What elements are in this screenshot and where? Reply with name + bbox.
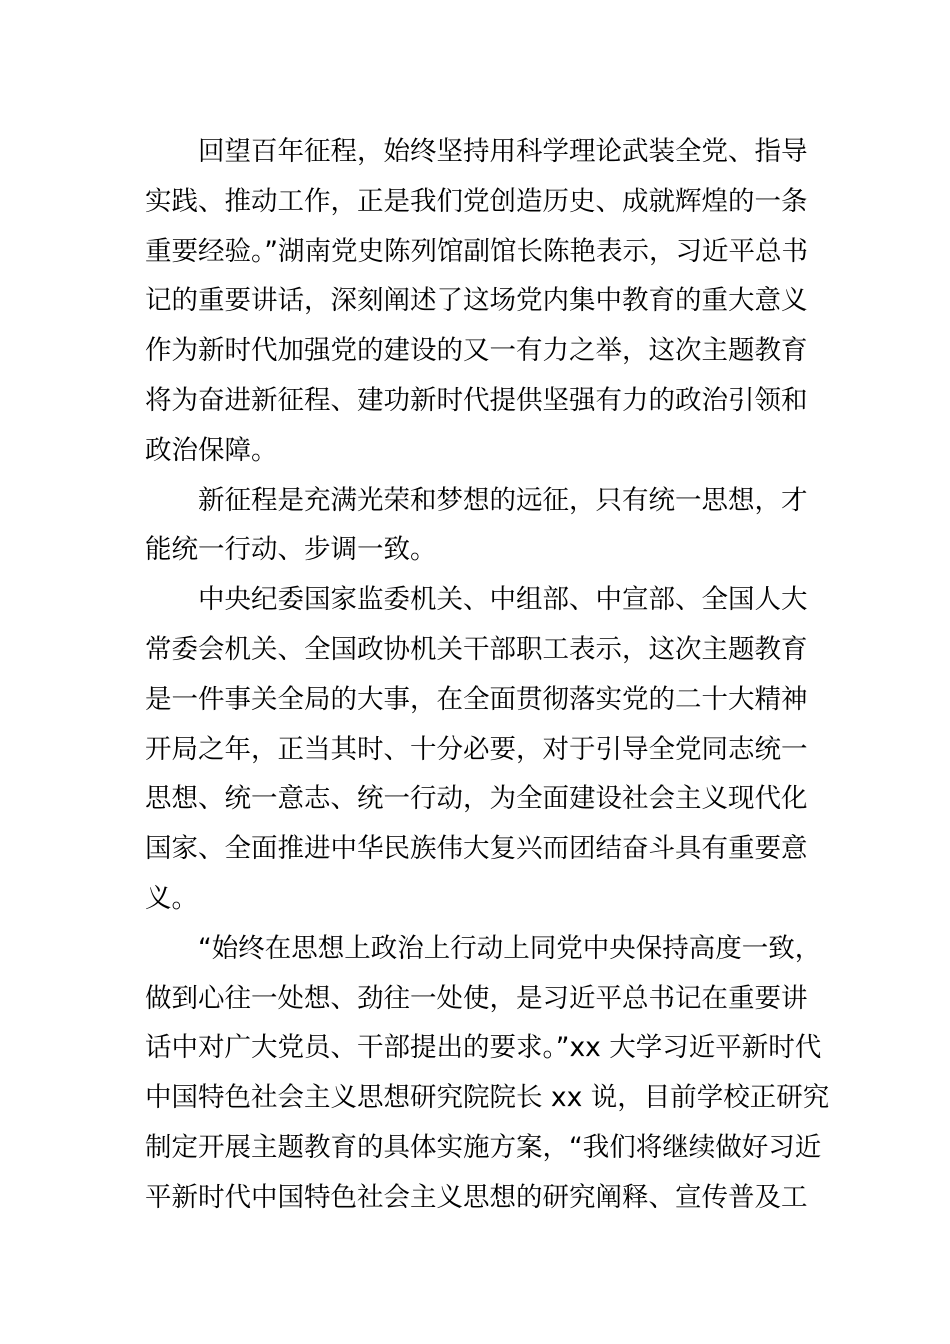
text-line: 是一件事关全局的大事，在全面贯彻落实党的二十大精神	[145, 683, 808, 715]
text-line: 平新时代中国特色社会主义思想的研究阐释、宣传普及工	[145, 1181, 808, 1213]
text-line: 能统一行动、步调一致。	[145, 534, 437, 566]
text-line: 记的重要讲话，深刻阐述了这场党内集中教育的重大意义	[145, 285, 808, 317]
text-line: “始终在思想上政治上行动上同党中央保持高度一致，	[198, 932, 822, 964]
text-line: 中央纪委国家监委机关、中组部、中宣部、全国人大	[198, 584, 808, 616]
text-line: 国家、全面推进中华民族伟大复兴而团结奋斗具有重要意	[145, 833, 808, 865]
paragraph-4	[145, 924, 830, 1223]
text-line: 将为奋进新征程、建功新时代提供坚强有力的政治引领和	[145, 384, 808, 416]
text-line: 做到心往一处想、劲往一处使，是习近平总书记在重要讲	[145, 982, 808, 1014]
text-line: 开局之年，正当其时、十分必要，对于引导全党同志统一	[145, 733, 808, 765]
text-line: 制定开展主题教育的具体实施方案，“我们将继续做好习近	[145, 1131, 822, 1163]
text-line: 政治保障。	[145, 434, 278, 466]
paragraph-1	[145, 127, 807, 476]
text-line: 常委会机关、全国政协机关干部职工表示，这次主题教育	[145, 633, 808, 665]
text-line: 中国特色社会主义思想研究院院长 xx 说，目前学校正研究	[145, 1082, 830, 1114]
text-line: 义。	[145, 882, 198, 914]
text-line: 新征程是充满光荣和梦想的远征，只有统一思想，才	[198, 484, 808, 516]
text-line: 作为新时代加强党的建设的又一有力之举，这次主题教育	[145, 335, 808, 367]
text-line: 重要经验。”湖南党史陈列馆副馆长陈艳表示，习近平总书	[145, 235, 808, 267]
text-line: 思想、统一意志、统一行动，为全面建设社会主义现代化	[145, 783, 808, 815]
text-line: 实践、推动工作，正是我们党创造历史、成就辉煌的一条	[145, 185, 808, 217]
text-line: 回望百年征程，始终坚持用科学理论武装全党、指导	[198, 136, 808, 167]
text-line: 话中对广大党员、干部提出的要求。”xx 大学习近平新时代	[145, 1032, 822, 1064]
document-body	[145, 127, 830, 1223]
paragraph-3	[145, 575, 807, 924]
paragraph-2	[145, 476, 807, 576]
